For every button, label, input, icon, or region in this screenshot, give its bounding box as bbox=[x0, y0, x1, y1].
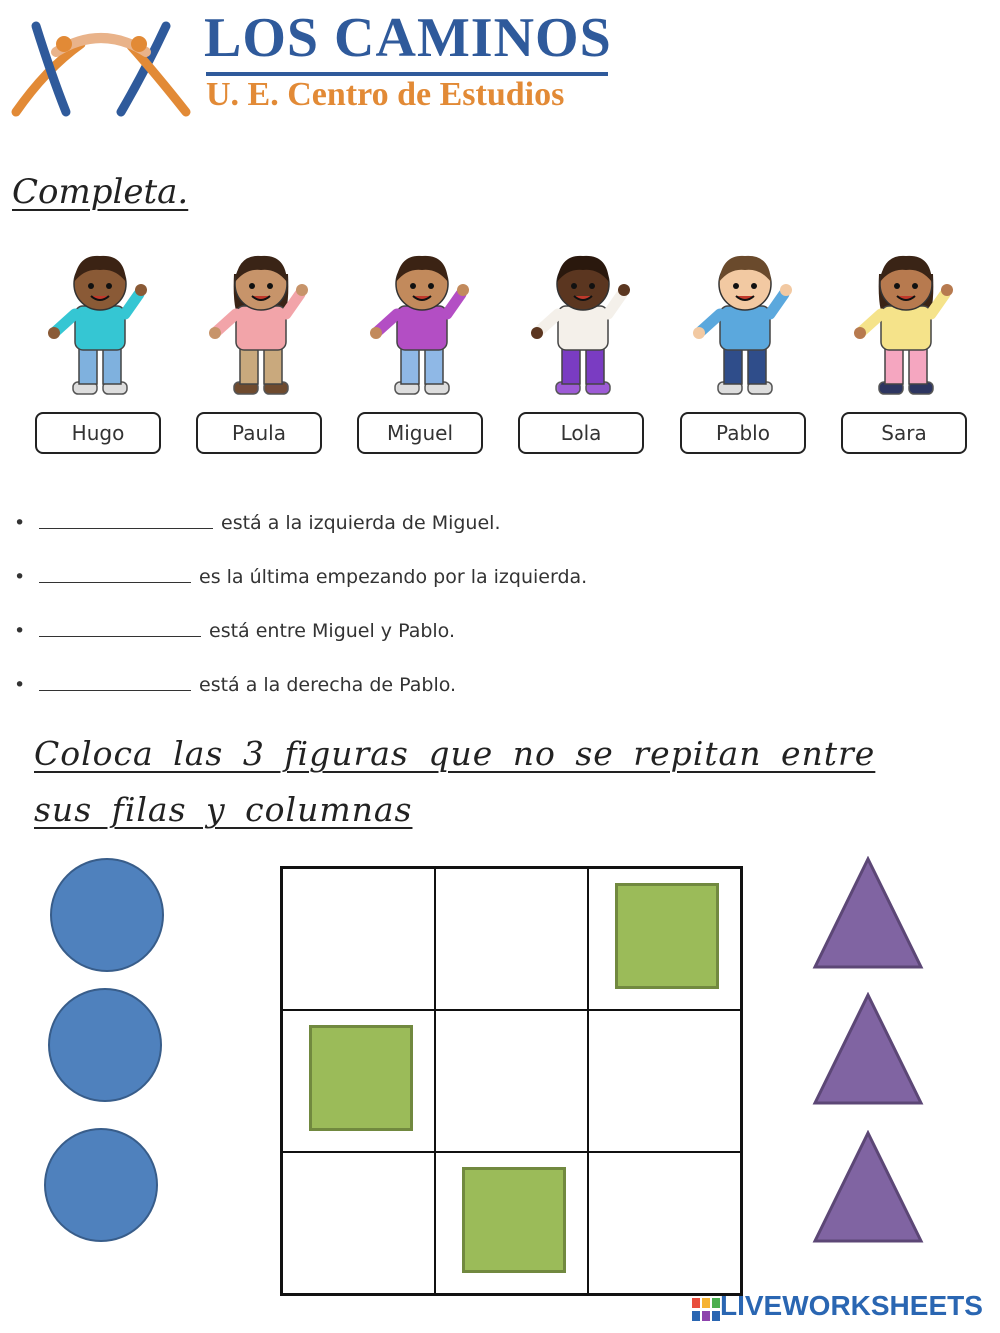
sentence-row bbox=[14, 510, 500, 534]
sentence-row bbox=[14, 564, 587, 588]
child-illustration-icon bbox=[35, 244, 165, 404]
child-card bbox=[841, 244, 971, 456]
green-square bbox=[615, 883, 719, 989]
sentence-row bbox=[14, 618, 455, 642]
latin-square-grid bbox=[280, 866, 743, 1296]
school-subtitle: U. E. Centro de Estudios bbox=[206, 76, 565, 113]
child-illustration-icon bbox=[196, 244, 326, 404]
watermark-text: LIVEWORKSHEETS bbox=[720, 1290, 983, 1321]
school-logo-icon bbox=[6, 14, 196, 124]
green-square bbox=[309, 1025, 413, 1131]
sentence-text: está a la derecha de Pablo. bbox=[199, 674, 457, 696]
green-square bbox=[462, 1167, 566, 1273]
draggable-circle[interactable] bbox=[50, 858, 164, 972]
school-name: LOS CAMINOS bbox=[204, 7, 612, 69]
grid-cell[interactable] bbox=[588, 1152, 741, 1294]
section-title-completa: Completa. bbox=[12, 172, 189, 212]
bullet: • bbox=[14, 674, 26, 696]
child-illustration-icon bbox=[841, 244, 971, 404]
answer-blank[interactable] bbox=[39, 618, 201, 637]
child-card bbox=[196, 244, 326, 456]
answer-blank[interactable] bbox=[39, 510, 213, 529]
liveworksheets-logo-icon bbox=[692, 1298, 722, 1322]
child-name-label: Hugo bbox=[35, 412, 161, 454]
sentence-text: es la última empezando por la izquierda. bbox=[199, 566, 588, 588]
child-card bbox=[357, 244, 487, 456]
sentence-text: está a la izquierda de Miguel. bbox=[221, 512, 501, 534]
sentence-text: está entre Miguel y Pablo. bbox=[209, 620, 456, 642]
draggable-circle[interactable] bbox=[48, 988, 162, 1102]
sentence-row bbox=[14, 672, 456, 696]
child-card bbox=[680, 244, 810, 456]
child-name-label: Paula bbox=[196, 412, 322, 454]
draggable-triangle[interactable] bbox=[812, 1130, 924, 1244]
bullet: • bbox=[14, 620, 26, 642]
child-name-label: Miguel bbox=[357, 412, 483, 454]
answer-blank[interactable] bbox=[39, 564, 191, 583]
draggable-triangle[interactable] bbox=[812, 992, 924, 1106]
child-card bbox=[518, 244, 648, 456]
child-illustration-icon bbox=[357, 244, 487, 404]
section-title-coloca: Coloca las 3 figuras que no se repitan entre sus filas y columnas bbox=[34, 734, 876, 829]
grid-cell[interactable] bbox=[282, 868, 435, 1010]
bullet: • bbox=[14, 512, 26, 534]
child-illustration-icon bbox=[518, 244, 648, 404]
answer-blank[interactable] bbox=[39, 672, 191, 691]
child-name-label: Pablo bbox=[680, 412, 806, 454]
child-card bbox=[35, 244, 165, 456]
draggable-circle[interactable] bbox=[44, 1128, 158, 1242]
bullet: • bbox=[14, 566, 26, 588]
grid-cell[interactable] bbox=[588, 1010, 741, 1152]
grid-cell[interactable] bbox=[435, 1010, 588, 1152]
draggable-triangle[interactable] bbox=[812, 856, 924, 970]
grid-cell[interactable] bbox=[282, 1152, 435, 1294]
grid-cell[interactable] bbox=[435, 1152, 588, 1294]
child-name-label: Sara bbox=[841, 412, 967, 454]
grid-cell[interactable] bbox=[588, 868, 741, 1010]
child-name-label: Lola bbox=[518, 412, 644, 454]
grid-cell[interactable] bbox=[435, 868, 588, 1010]
grid-cell[interactable] bbox=[282, 1010, 435, 1152]
child-illustration-icon bbox=[680, 244, 810, 404]
